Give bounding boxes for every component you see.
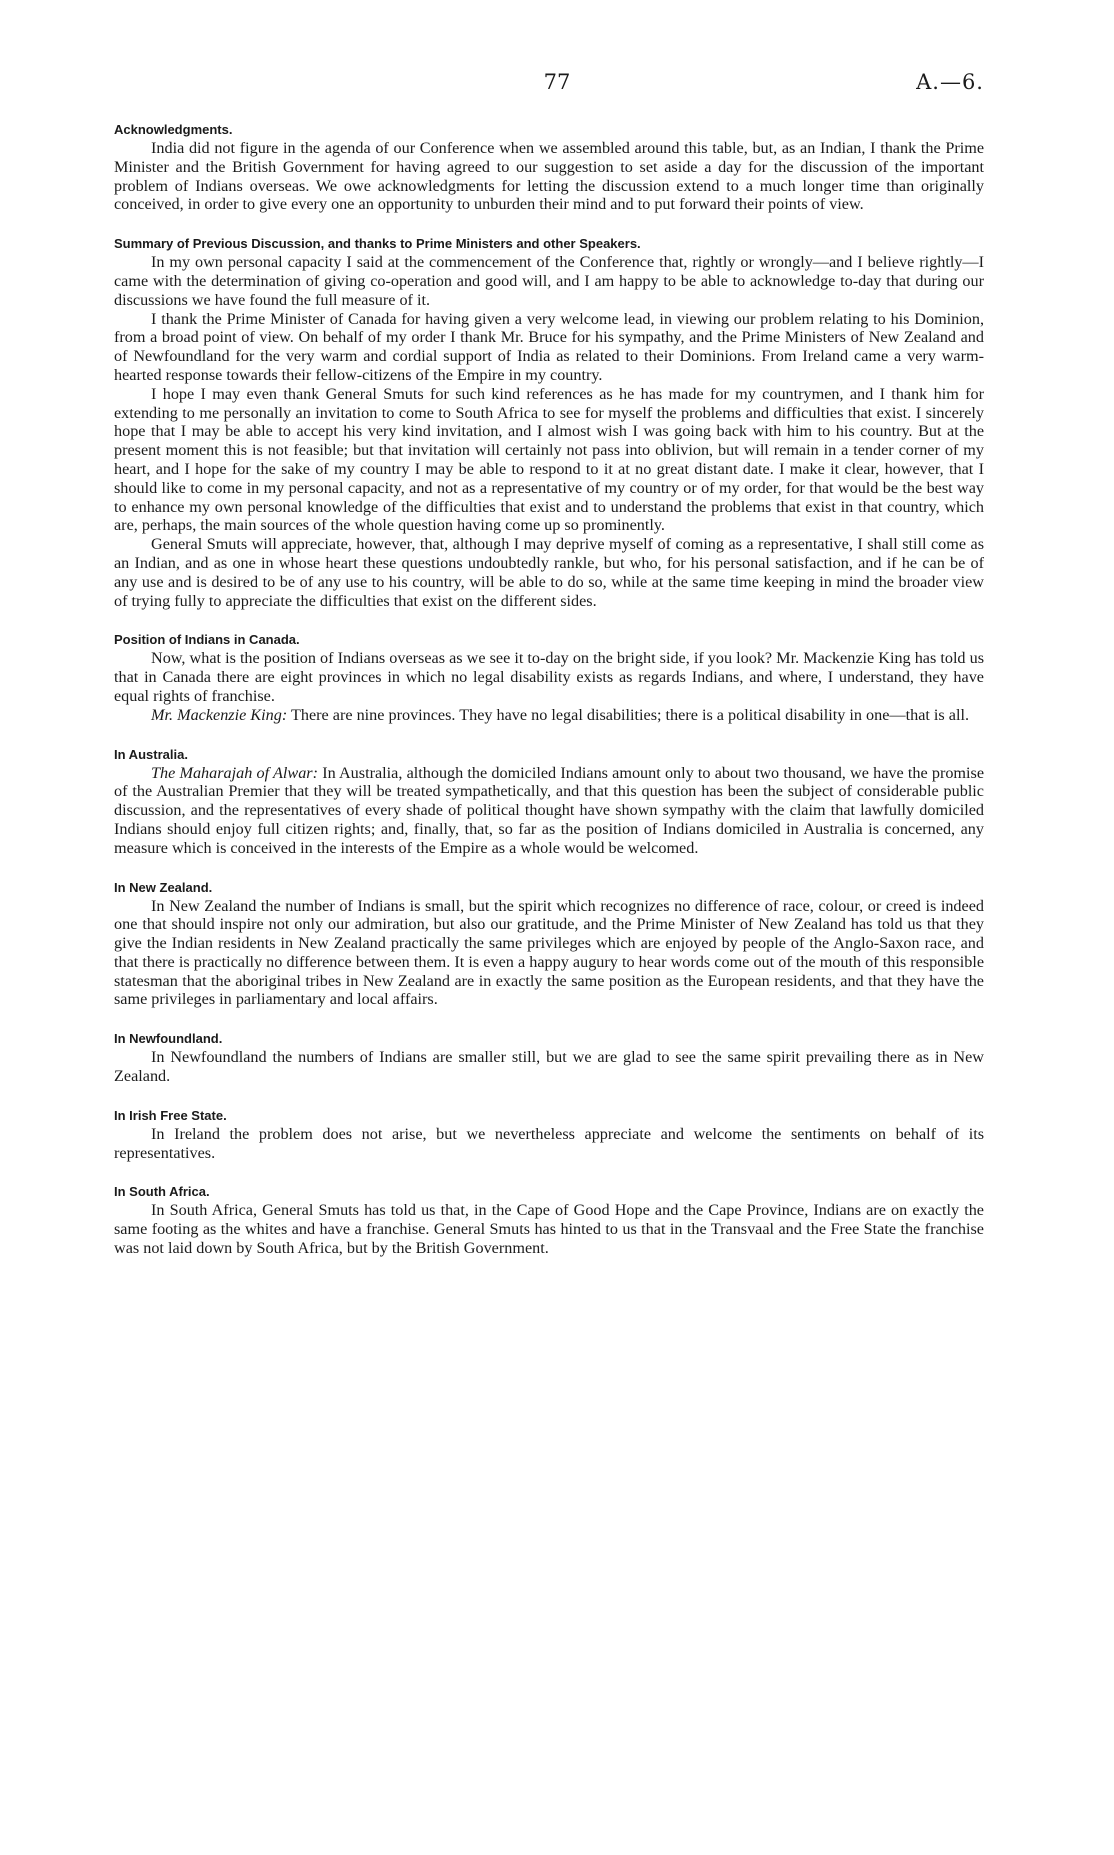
page-number: 77	[543, 70, 571, 94]
section-heading: In New Zealand.	[114, 879, 213, 895]
section-australia	[114, 747, 984, 858]
paragraph: General Smuts will appreciate, however, that, although I may deprive myself of coming as a representative, I shall still come as an Indian, and as one in whose heart these questions undoubtedly rankle, but who, for his personal satisfaction, and if he can be of any use and is desired to be of any use to his country, will be able to do so, while at the same time keeping in mind the broader view of trying fully to appreciate the difficulties that exist on the different sides.	[114, 535, 984, 610]
paragraph: I hope I may even thank General Smuts for such kind references as he has made for my countrymen, and I thank him for extending to me personally an invitation to come to South Africa to see for myself the problems and difficulties that exist. I sincerely hope that I may be able to accept his very kind invitation, and I almost wish I was going back with him to his country. But at the present moment this is not feasible; but that invitation will certainly not pass into oblivion, but will remain in a tender corner of my heart, and I hope for the sake of my country I may be able to respond to it at no great distant date. I make it clear, however, that I should like to come in my personal capacity, and not as a representative of my country or of my order, for that would be the best way to enhance my own personal knowledge of the difficulties that exist and to understand the problems that exist in that country, which are, perhaps, the main sources of the whole question having come up so prominently.	[114, 384, 984, 535]
section-heading: In Newfoundland.	[114, 1031, 223, 1047]
paragraph: In my own personal capacity I said at the commencement of the Conference that, rightly or wrongly—and I believe rightly—I came with the determination of giving co-operation and good will, and I am happy to be able to acknowledge to-day that during our discussions we have found the full measure of it.	[114, 253, 984, 309]
paragraph: In New Zealand the number of Indians is small, but the spirit which recognizes no difference of race, colour, or creed is indeed one that should inspire not only our admiration, but also our gratitude, and the Prime Minister of New Zealand has told us that they give the Indian residents in New Zealand practically the same privileges which are enjoyed by people of the Anglo-Saxon race, and that there is practically no difference between them. It is even a happy augury to hear words come out of the mouth of this responsible statesman that the aboriginal tribes in New Zealand are in exactly the same position as the European residents, and that they have the same privileges in parliamentary and local affairs.	[114, 896, 984, 1009]
section-summary	[114, 236, 984, 610]
section-heading: Acknowledgments.	[114, 122, 233, 137]
paragraph: Now, what is the position of Indians overseas as we see it to-day on the bright side, if you look? Mr. Mackenzie King has told us that in Canada there are eight provinces in which no legal disability exists as regards Indians, and where, I understand, they have equal rights of franchise.	[114, 649, 984, 705]
section-canada	[114, 632, 984, 724]
paragraph: In South Africa, General Smuts has told us that, in the Cape of Good Hope and the Cape Province, Indians are on exactly the same footing as the whites and have a franchise. General Smuts has hinted to us that in the Transvaal and the Free State the franchise was not laid down by South Africa, but by the British Government.	[114, 1201, 984, 1258]
section-acknowledgments	[114, 122, 984, 214]
paragraph: I thank the Prime Minister of Canada for having given a very welcome lead, in viewing our problem relating to his Dominion, from a broad point of view. On behalf of my order I thank Mr. Bruce for his sympathy, and the Prime Ministers of New Zealand and of Newfoundland for the very warm and cordial support of India as related to their Dominions. From Ireland came a very warm-hearted response towards their fellow-citizens of the Empire in my country.	[114, 309, 984, 384]
speaker-text: In Australia, although the domiciled Indians amount only to about two thousand, we have the promise of the Australian Premier that they will be treated sympathetically, and that this question has been the subject of considerable public discussion, and the representatives of every shade of political thought have shown sympathy with the claim that lawfully domiciled Indians should enjoy full citizen rights; and, finally, that, so far as the position of Indians domiciled in Australia is concerned, any measure which is conceived in the interests of the Empire as a whole would be welcomed.	[114, 763, 985, 857]
section-heading: Position of Indians in Canada.	[114, 632, 300, 648]
speaker-paragraph	[114, 706, 984, 725]
section-heading: Summary of Previous Discussion, and thanks to Prime Ministers and other Speakers.	[114, 236, 641, 252]
speaker-name: The Maharajah of Alwar:	[151, 763, 318, 782]
section-south-africa	[114, 1184, 984, 1257]
section-heading: In Irish Free State.	[114, 1107, 227, 1123]
paragraph: In Ireland the problem does not arise, but we nevertheless appreciate and welcome the sentiments on behalf of its representatives.	[114, 1124, 984, 1162]
section-irish-free-state	[114, 1108, 984, 1163]
document-reference: A.—6.	[916, 70, 984, 94]
section-heading: In Australia.	[114, 746, 188, 762]
document-body	[114, 122, 984, 1280]
section-newfoundland	[114, 1031, 984, 1086]
paragraph: In Newfoundland the numbers of Indians are smaller still, but we are glad to see the same spirit prevailing there as in New Zealand.	[114, 1048, 984, 1086]
speaker-text: There are nine provinces. They have no legal disabilities; there is a political disability in one—that is all.	[287, 705, 970, 724]
section-new-zealand	[114, 880, 984, 1010]
section-heading: In South Africa.	[114, 1184, 210, 1200]
speaker-paragraph	[114, 764, 984, 858]
speaker-name: Mr. Mackenzie King:	[151, 705, 288, 724]
paragraph: India did not figure in the agenda of our Conference when we assembled around this table, but, as an Indian, I thank the Prime Minister and the British Government for having agreed to our suggestion to set aside a day for the discussion of the important problem of Indians overseas. We owe acknowledgments for letting the discussion extend to a much longer time than originally conceived, in order to give every one an opportunity to unburden their mind and to put forward their points of view.	[114, 139, 984, 214]
